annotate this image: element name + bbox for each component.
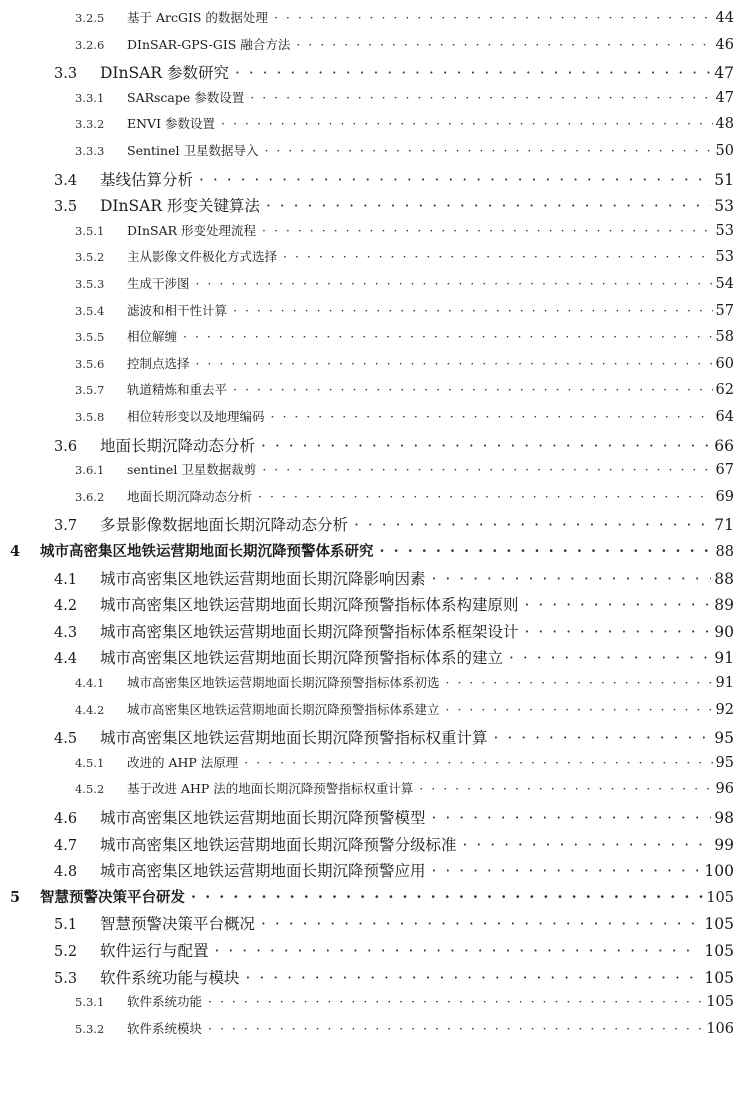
- dot-leader: [446, 675, 713, 690]
- dot-leader: [446, 702, 713, 717]
- toc-entry-number: 4.6: [54, 811, 78, 827]
- toc-entry-title: 城市高密集区地铁运营期地面长期沉降影响因素: [100, 569, 426, 588]
- toc-entry-page-number: 91: [715, 675, 734, 691]
- toc-entry-title: 软件运行与配置: [100, 942, 209, 960]
- toc-entry-number: 4.4: [54, 651, 78, 668]
- toc-entry-sub[interactable]: [0, 8, 750, 34]
- toc-entry-title: 滤波和相干性计算: [127, 302, 228, 318]
- toc-entry-title: 基线估算分析: [100, 170, 194, 189]
- toc-entry-number: 3.5.6: [75, 356, 105, 371]
- dot-leader: [274, 10, 713, 25]
- toc-entry-page-number: 51: [714, 170, 734, 189]
- toc-entry-number: 4: [10, 543, 21, 560]
- dot-leader: [296, 37, 712, 52]
- toc-entry-sub[interactable]: [0, 114, 750, 140]
- toc-entry-page-number: 69: [715, 488, 734, 505]
- toc-entry-number: 3.5.7: [75, 383, 105, 398]
- toc-entry-page-number: 53: [715, 222, 734, 239]
- toc-entry-title: 城市高密集区地铁运营期地面长期沉降预警应用: [100, 862, 426, 881]
- toc-entry-number: 3.5.2: [75, 250, 105, 265]
- toc-entry-page-number: 105: [706, 889, 734, 906]
- toc-entry-page-number: 66: [714, 436, 734, 455]
- toc-entry-number: 5.2: [54, 944, 78, 960]
- toc-entry-section[interactable]: [0, 726, 750, 752]
- toc-entry-section[interactable]: [0, 434, 750, 460]
- dot-leader: [233, 303, 713, 318]
- toc-entry-section[interactable]: [0, 513, 750, 539]
- toc-entry-title: 轨道精炼和重去平: [127, 382, 228, 398]
- dot-leader: [196, 276, 713, 291]
- toc-entry-section[interactable]: [0, 593, 750, 619]
- toc-entry-sub[interactable]: [0, 407, 750, 433]
- toc-entry-sub[interactable]: [0, 779, 750, 805]
- toc-entry-number: 4.5.2: [75, 782, 105, 797]
- toc-entry-page-number: 105: [704, 942, 734, 960]
- toc-entry-number: 5: [10, 888, 21, 906]
- toc-entry-number: 3.7: [54, 518, 78, 535]
- dot-leader: [463, 836, 712, 854]
- toc-entry-section[interactable]: [0, 833, 750, 859]
- toc-entry-chapter[interactable]: [0, 540, 750, 566]
- toc-entry-sub[interactable]: [0, 992, 750, 1018]
- toc-entry-page-number: 88: [714, 569, 734, 588]
- toc-entry-sub[interactable]: [0, 460, 750, 486]
- toc-entry-title: 软件系统功能: [127, 994, 203, 1010]
- dot-leader: [261, 437, 711, 455]
- toc-entry-page-number: 62: [715, 382, 734, 399]
- toc-entry-title: 软件系统功能与模块: [100, 968, 240, 987]
- toc-entry-page-number: 98: [714, 809, 734, 827]
- dot-leader: [183, 329, 713, 344]
- toc-entry-page-number: 60: [715, 355, 734, 372]
- toc-entry-section[interactable]: [0, 646, 750, 672]
- toc-entry-page-number: 106: [706, 1020, 734, 1037]
- toc-entry-title: 生成干涉图: [127, 276, 190, 291]
- dot-leader: [432, 809, 712, 827]
- dot-leader: [215, 942, 702, 960]
- dot-leader: [208, 1021, 703, 1036]
- toc-entry-number: 3.5: [54, 199, 78, 216]
- dot-leader: [196, 356, 713, 371]
- toc-entry-number: 3.3.3: [75, 144, 105, 158]
- toc-entry-sub[interactable]: [0, 700, 750, 726]
- toc-entry-page-number: 64: [715, 409, 734, 425]
- toc-entry-page-number: 95: [714, 729, 734, 748]
- toc-entry-page-number: 100: [704, 862, 734, 881]
- toc-entry-number: 4.5.1: [75, 755, 105, 770]
- toc-entry-number: 3.4: [54, 172, 78, 189]
- toc-entry-sub[interactable]: [0, 380, 750, 406]
- toc-entry-title: 多景影像数据地面长期沉降动态分析: [100, 516, 349, 535]
- toc-entry-section[interactable]: [0, 168, 750, 194]
- toc-entry-section[interactable]: [0, 912, 750, 938]
- toc-entry-section[interactable]: [0, 567, 750, 593]
- toc-entry-sub[interactable]: [0, 88, 750, 114]
- toc-entry-sub[interactable]: [0, 1019, 750, 1045]
- toc-entry-number: 4.1: [54, 571, 78, 588]
- dot-leader: [250, 90, 712, 105]
- toc-entry-number: 3.6.1: [75, 463, 105, 478]
- dot-leader: [264, 143, 712, 158]
- toc-entry-sub[interactable]: [0, 274, 750, 300]
- dot-leader: [432, 570, 712, 588]
- toc-entry-number: 5.3.2: [75, 1021, 105, 1036]
- toc-entry-page-number: 47: [714, 64, 734, 83]
- toc-entry-title: 城市高密集区地铁运营期地面长期沉降预警指标体系的建立: [100, 649, 504, 668]
- toc-entry-sub[interactable]: [0, 354, 750, 380]
- toc-entry-section[interactable]: [0, 61, 750, 87]
- toc-entry-page-number: 99: [714, 835, 734, 854]
- dot-leader: [432, 862, 702, 880]
- toc-entry-page-number: 105: [704, 915, 734, 934]
- dot-leader: [266, 197, 711, 215]
- toc-entry-number: 3.5.1: [75, 223, 105, 238]
- dot-leader: [199, 171, 711, 189]
- toc-entry-page-number: 50: [715, 143, 734, 159]
- toc-entry-title: SARscape 参数设置: [127, 89, 245, 105]
- toc-entry-section[interactable]: [0, 966, 750, 992]
- toc-entry-title: 城市高密集区地铁运营期地面长期沉降预警指标体系建立: [127, 701, 440, 717]
- toc-entry-title: 城市高密集区地铁运营期地面长期沉降预警指标权重计算: [100, 729, 488, 748]
- toc-entry-number: 3.2.6: [75, 37, 105, 52]
- toc-entry-chapter[interactable]: [0, 886, 750, 912]
- dot-leader: [525, 623, 712, 641]
- toc-entry-title: 城市高密集区地铁运营期地面长期沉降预警分级标准: [100, 835, 457, 854]
- toc-entry-section[interactable]: [0, 620, 750, 646]
- toc-entry-title: 城市高密集区地铁运营期地面长期沉降预警模型: [100, 809, 426, 827]
- dot-leader: [283, 249, 713, 264]
- toc-entry-sub[interactable]: [0, 327, 750, 353]
- toc-entry-title: 城市高密集区地铁运营期地面长期沉降预警指标体系构建原则: [100, 596, 519, 615]
- toc-entry-number: 3.5.5: [75, 330, 105, 345]
- toc-entry-sub[interactable]: [0, 141, 750, 167]
- toc-entry-title: 城市高密集区地铁运营期地面长期沉降预警指标体系框架设计: [100, 622, 519, 641]
- toc-entry-page-number: 46: [715, 36, 734, 53]
- toc-entry-title: 主从影像文件极化方式选择: [127, 249, 278, 265]
- toc-entry-title: sentinel 卫星数据裁剪: [127, 462, 257, 478]
- toc-entry-section[interactable]: [0, 194, 750, 220]
- toc-entry-title: 地面长期沉降动态分析: [127, 488, 253, 504]
- dot-leader: [271, 409, 713, 424]
- dot-leader: [244, 755, 712, 770]
- toc-entry-sub[interactable]: [0, 673, 750, 699]
- toc-entry-page-number: 90: [714, 622, 734, 641]
- toc-entry-page-number: 48: [715, 116, 734, 133]
- toc-entry-page-number: 71: [714, 516, 734, 535]
- toc-entry-number: 3.3: [54, 66, 78, 83]
- toc-entry-page-number: 105: [706, 994, 734, 1011]
- toc-entry-number: 4.4.1: [75, 676, 105, 690]
- toc-entry-number: 3.5.4: [75, 303, 105, 318]
- toc-entry-title: 基于 ArcGIS 的数据处理: [127, 10, 268, 25]
- toc-entry-title: 软件系统模块: [127, 1020, 203, 1036]
- toc-entry-number: 3.6.2: [75, 489, 105, 504]
- dot-leader: [354, 516, 711, 534]
- toc-entry-number: 3.3.2: [75, 117, 105, 132]
- toc-entry-number: 3.2.5: [75, 11, 105, 25]
- toc-entry-title: Sentinel 卫星数据导入: [127, 143, 259, 158]
- dot-leader: [419, 781, 712, 796]
- dot-leader: [221, 116, 713, 131]
- toc-entry-title: 基于改进 AHP 法的地面长期沉降预警指标权重计算: [127, 781, 414, 797]
- toc-entry-page-number: 53: [714, 197, 734, 216]
- toc-entry-page-number: 54: [715, 276, 734, 292]
- toc-entry-sub[interactable]: [0, 35, 750, 61]
- toc-entry-number: 3.5.3: [75, 277, 105, 291]
- toc-entry-number: 5.3.1: [75, 995, 105, 1010]
- toc-entry-title: 智慧预警决策平台研发: [40, 888, 185, 906]
- toc-entry-page-number: 91: [714, 649, 734, 668]
- toc-entry-page-number: 92: [715, 701, 734, 718]
- toc-entry-title: 相位解缠: [127, 329, 178, 345]
- toc-entry-title: DInSAR 形变关键算法: [100, 197, 260, 216]
- toc-entry-number: 4.8: [54, 864, 78, 881]
- toc-entry-page-number: 57: [715, 302, 734, 319]
- toc-entry-page-number: 67: [715, 462, 734, 479]
- toc-entry-page-number: 96: [715, 781, 734, 798]
- toc-entry-number: 4.2: [54, 598, 78, 615]
- toc-entry-sub[interactable]: [0, 301, 750, 327]
- toc-entry-title: 城市高密集区地铁运营期地面长期沉降预警体系研究: [40, 543, 374, 560]
- toc-entry-number: 4.4.2: [75, 702, 105, 717]
- toc-entry-page-number: 88: [715, 544, 734, 560]
- toc-entry-number: 4.7: [54, 837, 78, 854]
- toc-entry-title: 智慧预警决策平台概况: [100, 915, 256, 934]
- toc-entry-section[interactable]: [0, 939, 750, 965]
- toc-entry-page-number: 89: [714, 596, 734, 615]
- toc-entry-page-number: 44: [715, 10, 734, 26]
- toc-entry-title: DInSAR 形变处理流程: [127, 222, 256, 238]
- toc-entry-title: DInSAR 参数研究: [100, 64, 229, 83]
- toc-entry-sub[interactable]: [0, 247, 750, 273]
- toc-entry-title: ENVI 参数设置: [127, 116, 216, 132]
- dot-leader: [509, 649, 711, 667]
- dot-leader: [258, 489, 713, 504]
- toc-entry-page-number: 53: [715, 249, 734, 266]
- toc-entry-sub[interactable]: [0, 487, 750, 513]
- toc-entry-title: DInSAR-GPS-GIS 融合方法: [127, 36, 291, 52]
- dot-leader: [262, 462, 712, 477]
- toc-entry-page-number: 105: [704, 968, 734, 987]
- dot-leader: [246, 969, 702, 987]
- toc-entry-number: 5.3: [54, 970, 78, 987]
- dot-leader: [208, 994, 703, 1009]
- dot-leader: [380, 543, 713, 560]
- dot-leader: [494, 729, 712, 747]
- toc-entry-sub[interactable]: [0, 221, 750, 247]
- toc-entry-sub[interactable]: [0, 753, 750, 779]
- toc-entry-title: 城市高密集区地铁运营期地面长期沉降预警指标体系初选: [127, 675, 440, 690]
- toc-entry-page-number: 95: [715, 754, 734, 771]
- toc-entry-section[interactable]: [0, 859, 750, 885]
- toc-entry-title: 改进的 AHP 法原理: [127, 754, 239, 770]
- dot-leader: [233, 382, 713, 397]
- toc-entry-title: 控制点选择: [127, 355, 190, 371]
- toc-entry-number: 3.6: [54, 438, 78, 455]
- toc-entry-number: 3.3.1: [75, 90, 105, 105]
- toc-entry-number: 4.3: [54, 624, 78, 641]
- toc-entry-section[interactable]: [0, 806, 750, 832]
- toc-entry-page-number: 47: [715, 89, 734, 106]
- toc-entry-title: 地面长期沉降动态分析: [100, 436, 256, 455]
- toc-entry-title: 相位转形变以及地理编码: [127, 409, 265, 424]
- dot-leader: [235, 64, 711, 82]
- toc-entry-number: 4.5: [54, 731, 78, 748]
- toc-entry-number: 5.1: [54, 917, 78, 934]
- toc-entry-page-number: 58: [715, 329, 734, 346]
- dot-leader: [191, 889, 703, 906]
- toc-entry-number: 3.5.8: [75, 410, 105, 424]
- dot-leader: [525, 596, 712, 614]
- dot-leader: [262, 223, 713, 238]
- dot-leader: [261, 915, 701, 933]
